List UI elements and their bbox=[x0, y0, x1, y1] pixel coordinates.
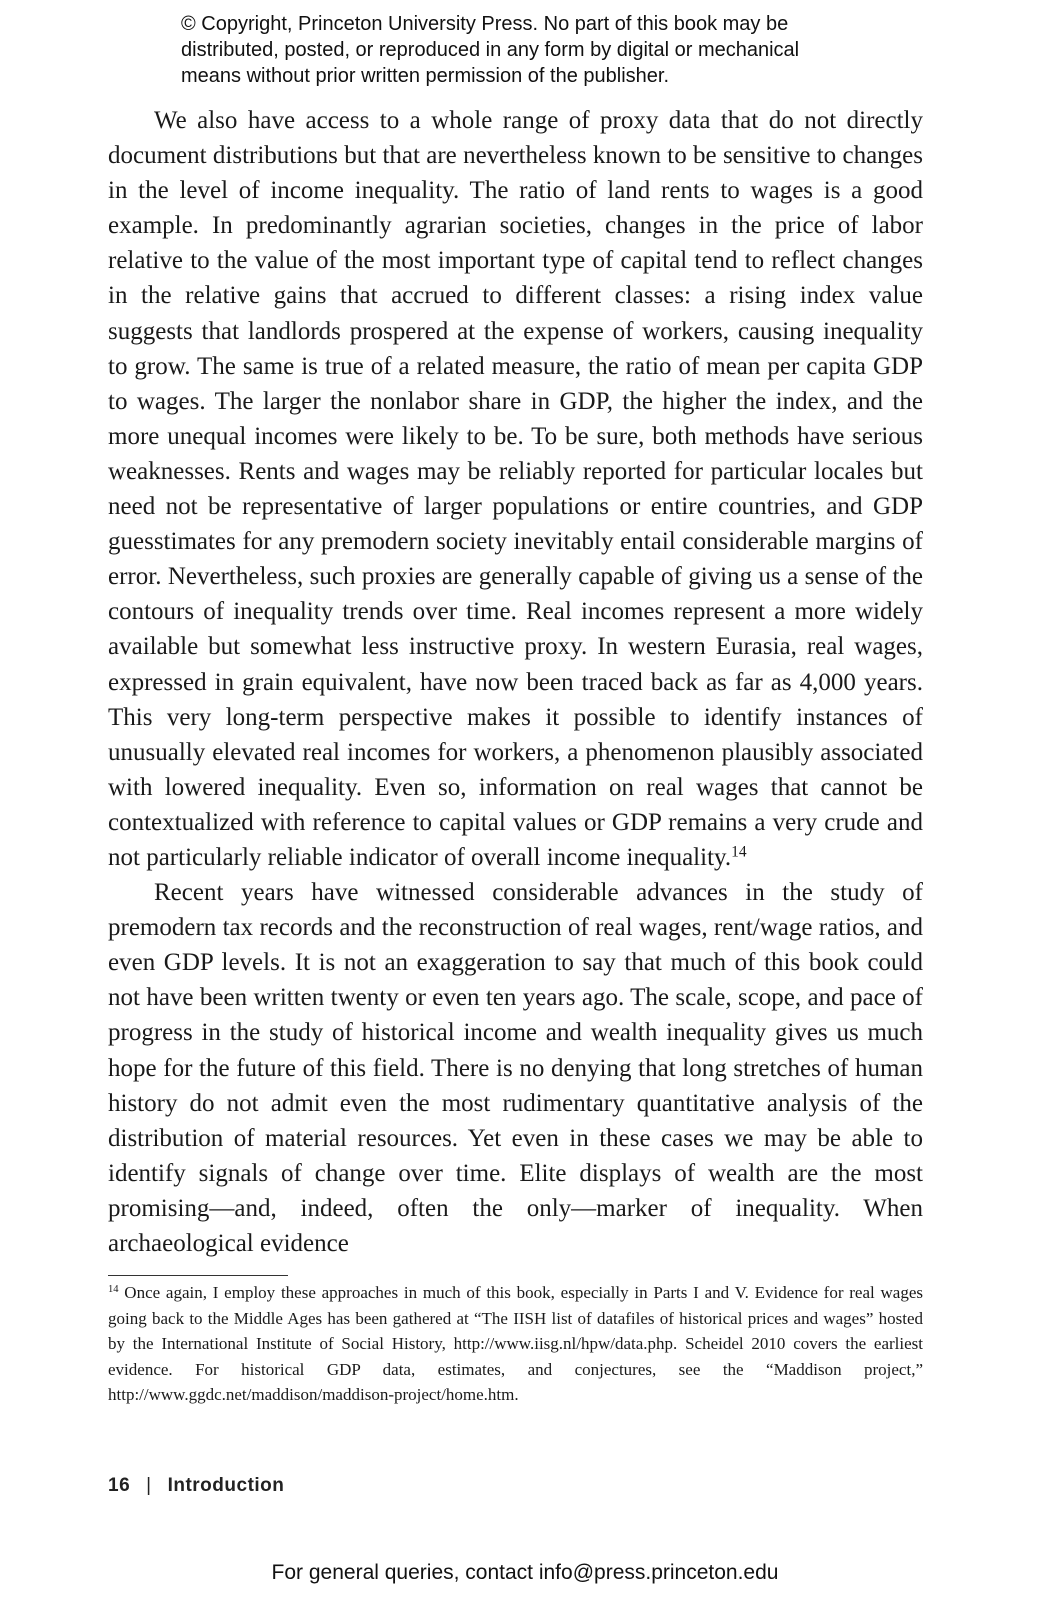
paragraph-text: Recent years have witnessed considerable advances in the study of premodern tax records and the reconstruction of real wages, rent/wage ratios, and even GDP levels. It is not an exaggeration to say that much of this book could not have been written twenty or even ten years ago. The scale, scope, and pace of progress in the study of historical income and wealth inequality gives us much hope for the future of this field. There is no denying that long stretches of human history do not admit even the most rudimentary quantitative analysis of the distribution of material resources. Yet even in these cases we may be able to identify signals of change over time. Elite displays of wealth are the most promising—and, indeed, often the only—marker of inequality. When archaeological evidence bbox=[108, 879, 923, 1257]
paragraph bbox=[108, 103, 923, 875]
footnote bbox=[108, 1280, 923, 1408]
copyright-notice bbox=[181, 11, 941, 89]
main-text bbox=[108, 103, 923, 1261]
copyright-line: © Copyright, Princeton University Press. No part of this book may be bbox=[181, 13, 789, 35]
footnote-number: 14 bbox=[108, 1284, 119, 1296]
footnote-divider bbox=[108, 1275, 288, 1276]
copyright-line: means without prior written permission of the publisher. bbox=[181, 65, 670, 87]
contact-footer: For general queries, contact info@press.princeton.edu bbox=[271, 1561, 779, 1584]
footnote-reference[interactable]: 14 bbox=[731, 843, 747, 861]
folio-separator: | bbox=[146, 1475, 152, 1496]
paragraph bbox=[108, 875, 923, 1261]
page-folio bbox=[108, 1475, 284, 1497]
footnote-text: Once again, I employ these approaches in much of this book, especially in Parts I and V. Evidence for real wages going back to the Middle Ages has been gathered at “The IISH list of datafiles of historical prices and wages” hosted by the International Institute of Social History, http://www.iisg.nl/hpw/data.php. Scheidel 2010 covers the earliest evidence. For historical GDP data, estimates, and conjectures, see the “Maddison project,” http://www.ggdc.net/maddison/maddison-project/home.htm. bbox=[108, 1283, 923, 1404]
copyright-line: distributed, posted, or reproduced in any form by digital or mechanical bbox=[181, 39, 800, 61]
running-head: Introduction bbox=[167, 1475, 285, 1496]
page-number: 16 bbox=[108, 1475, 131, 1496]
paragraph-text: We also have access to a whole range of proxy data that do not directly document distributions but that are nevertheless known to be sensitive to changes in the level of income inequality. The ratio of land rents to wages is a good example. In predominantly agrarian societies, changes in the price of labor relative to the value of the most important type of capital tend to reflect changes in the relative gains that accrued to different classes: a rising index value suggests that landlords prospered at the expense of workers, causing inequality to grow. The same is true of a related measure, the ratio of mean per capita GDP to wages. The larger the nonlabor share in GDP, the higher the index, and the more unequal incomes were likely to be. To be sure, both methods have serious weaknesses. Rents and wages may be reliably reported for particular locales but need not be representative of larger populations or entire countries, and GDP guesstimates for any premodern society inevitably entail considerable margins of error. Nevertheless, such proxies are generally capable of giving us a sense of the contours of inequality trends over time. Real incomes represent a more widely available but somewhat less instructive proxy. In western Eurasia, real wages, expressed in grain equivalent, have now been traced back as far as 4,000 years. This very long-term perspective makes it possible to identify instances of unusually elevated real incomes for workers, a phenomenon plausibly associated with lowered inequality. Even so, information on real wages that cannot be contextualized with reference to capital values or GDP remains a very crude and not particularly reliable indicator of overall income inequality. bbox=[108, 107, 923, 871]
